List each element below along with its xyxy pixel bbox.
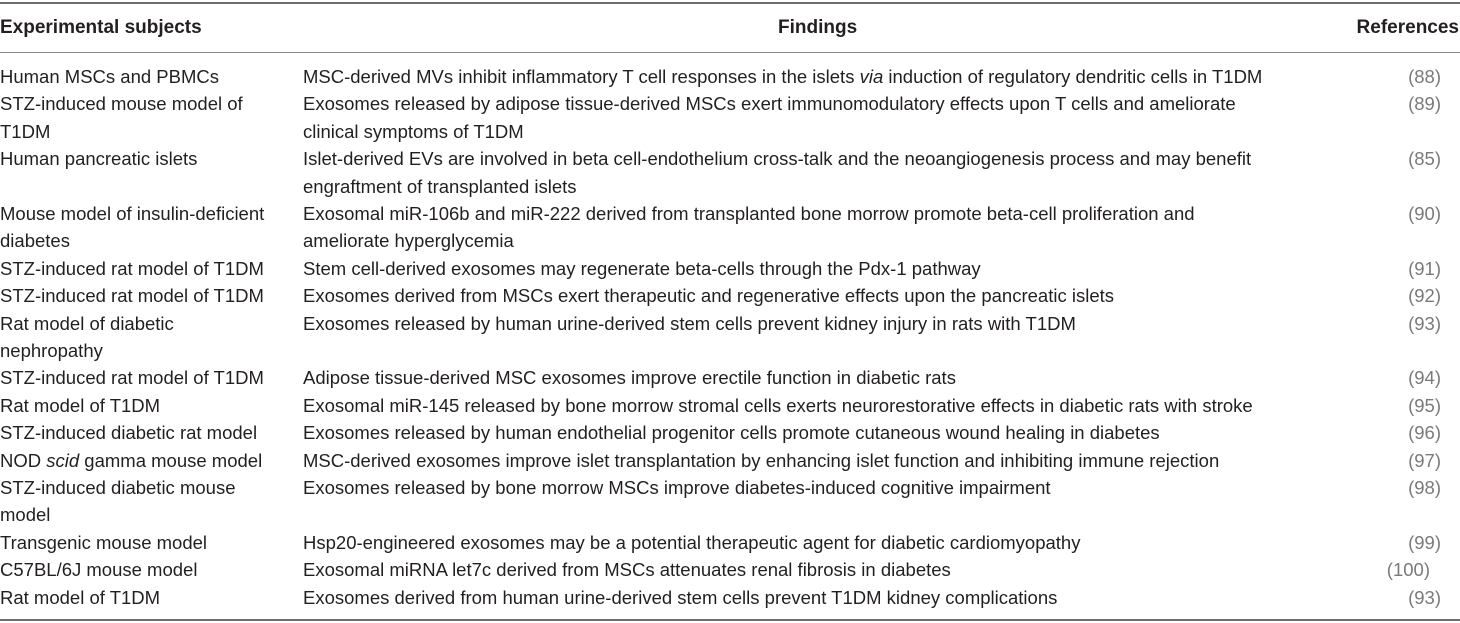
- reference-link[interactable]: (94): [1408, 367, 1441, 389]
- finding-text: Exosomal miR-145 released by bone morrow stromal cells exerts neurorestorative effects in diabetic rats with stroke: [303, 394, 1253, 416]
- finding-text-cont: ameliorate hyperglycemia: [303, 230, 514, 252]
- subject-text: STZ-induced mouse model of: [0, 93, 243, 115]
- finding-text: Exosomes released by human endothelial progenitor cells promote cutaneous wound healing in diabetes: [303, 422, 1160, 444]
- subject-cell: [0, 556, 292, 583]
- subject-text: Mouse model of insulin-deficient: [0, 202, 265, 224]
- finding-text: Exosomal miR-106b and miR-222 derived from transplanted bone morrow promote beta-cell proliferation and: [303, 202, 1195, 224]
- finding-text: MSC-derived MVs inhibit inflammatory T cell responses in the islets: [303, 66, 860, 87]
- finding-cell: [303, 282, 1323, 309]
- reference-link[interactable]: (92): [1408, 285, 1441, 307]
- header-references: References: [1356, 17, 1459, 38]
- table-row: [0, 419, 1460, 446]
- reference-link[interactable]: (88): [1408, 66, 1441, 87]
- reference-link[interactable]: (90): [1408, 202, 1441, 224]
- subject-text: C57BL/6J mouse model: [0, 559, 198, 581]
- subject-cell: [0, 145, 292, 172]
- subject-text: STZ-induced rat model of T1DM: [0, 285, 264, 307]
- finding-text: Exosomes derived from MSCs exert therapeutic and regenerative effects upon the pancreatic islets: [303, 285, 1114, 307]
- reference-cell: [1360, 145, 1460, 172]
- reference-cell: [1360, 364, 1460, 391]
- table-row: [0, 145, 1460, 200]
- reference-link[interactable]: (93): [1408, 312, 1441, 334]
- subject-text-cont: T1DM: [0, 120, 51, 142]
- subject-cell: [0, 392, 292, 419]
- reference-cell: [1360, 474, 1460, 501]
- subject-cell: [0, 529, 292, 556]
- reference-cell: [1360, 529, 1460, 556]
- subject-cell: [0, 584, 292, 611]
- reference-cell: [1360, 584, 1460, 611]
- subject-text: STZ-induced rat model of T1DM: [0, 257, 264, 279]
- reference-cell: [1360, 90, 1460, 117]
- finding-text: Exosomes released by human urine-derived stem cells prevent kidney injury in rats with T1DM: [303, 312, 1076, 334]
- table-row: [0, 200, 1460, 255]
- reference-link[interactable]: (93): [1408, 586, 1441, 608]
- finding-text: Stem cell-derived exosomes may regenerate beta-cells through the Pdx-1 pathway: [303, 257, 981, 279]
- subject-cell: [0, 447, 292, 474]
- header-experimental-subjects: Experimental subjects: [0, 17, 202, 38]
- reference-cell: [1360, 556, 1460, 583]
- finding-cell: [303, 556, 1323, 583]
- subject-cell: [0, 474, 292, 529]
- subject-italic-text: scid: [46, 449, 80, 471]
- subject-cell: [0, 63, 292, 90]
- finding-text: Exosomes released by bone morrow MSCs improve diabetes-induced cognitive impairment: [303, 476, 1051, 498]
- finding-cell: [303, 419, 1323, 446]
- finding-cell: [303, 310, 1323, 337]
- finding-italic-text: via: [859, 66, 884, 87]
- finding-cell: [303, 90, 1323, 145]
- reference-link[interactable]: (100): [1386, 559, 1430, 581]
- subject-cell: [0, 90, 292, 145]
- finding-cell: [303, 200, 1323, 255]
- subject-text: Rat model of T1DM: [0, 586, 161, 608]
- reference-cell: [1360, 282, 1460, 309]
- reference-link[interactable]: (99): [1408, 531, 1441, 553]
- subject-text-cont: model: [0, 504, 51, 526]
- finding-text: Adipose tissue-derived MSC exosomes improve erectile function in diabetic rats: [303, 367, 956, 389]
- reference-cell: [1360, 255, 1460, 282]
- subject-text: Human MSCs and PBMCs: [0, 66, 219, 87]
- subject-cell: [0, 364, 292, 391]
- reference-cell: [1360, 447, 1460, 474]
- reference-link[interactable]: (98): [1408, 476, 1441, 498]
- subject-text: NOD: [0, 449, 47, 471]
- reference-link[interactable]: (96): [1408, 422, 1441, 444]
- table-header: [0, 4, 1460, 52]
- reference-link[interactable]: (97): [1408, 449, 1441, 471]
- table-bottom-rule: [0, 619, 1460, 621]
- subject-text-cont: diabetes: [0, 230, 70, 252]
- finding-cell: [303, 447, 1323, 474]
- reference-cell: [1360, 63, 1460, 90]
- header-divider-rule: [0, 52, 1460, 53]
- finding-cell: [303, 255, 1323, 282]
- finding-text-cont: induction of regulatory dendritic cells in T1DM: [883, 66, 1263, 87]
- header-findings: Findings: [778, 17, 858, 38]
- subject-text: Human pancreatic islets: [0, 148, 198, 170]
- reference-cell: [1360, 419, 1460, 446]
- subject-cell: [0, 200, 292, 255]
- reference-link[interactable]: (85): [1408, 148, 1441, 170]
- finding-cell: [303, 474, 1323, 501]
- finding-text-cont: engraftment of transplanted islets: [303, 175, 577, 197]
- finding-cell: [303, 145, 1323, 200]
- reference-cell: [1360, 310, 1460, 337]
- finding-text: Islet-derived EVs are involved in beta cell-endothelium cross-talk and the neoangiogenesis process and may benefit: [303, 148, 1252, 170]
- subject-cell: [0, 419, 292, 446]
- table-row: [0, 282, 1460, 309]
- table-row: [0, 474, 1460, 529]
- subject-cell: [0, 282, 292, 309]
- subject-text: STZ-induced diabetic rat model: [0, 422, 258, 444]
- table-row: [0, 447, 1460, 474]
- finding-text: Exosomal miRNA let7c derived from MSCs attenuates renal fibrosis in diabetes: [303, 559, 951, 581]
- finding-text: Exosomes derived from human urine-derived stem cells prevent T1DM kidney complications: [303, 586, 1058, 608]
- subject-cell: [0, 255, 292, 282]
- subject-text: STZ-induced diabetic mouse: [0, 476, 236, 498]
- subject-cell: [0, 310, 292, 365]
- finding-text-cont: clinical symptoms of T1DM: [303, 120, 524, 142]
- table-row: [0, 392, 1460, 419]
- finding-text: MSC-derived exosomes improve islet transplantation by enhancing islet function and inhibiting immune rejection: [303, 449, 1220, 471]
- subject-text-cont: gamma mouse model: [79, 449, 263, 471]
- reference-link[interactable]: (89): [1408, 93, 1441, 115]
- table-row: [0, 584, 1460, 611]
- table-row: [0, 556, 1460, 583]
- finding-cell: [303, 63, 1323, 90]
- table-body: [0, 63, 1460, 611]
- reference-link[interactable]: (95): [1408, 394, 1441, 416]
- finding-cell: [303, 392, 1323, 419]
- table-row: [0, 310, 1460, 365]
- table-row: [0, 255, 1460, 282]
- reference-cell: [1360, 200, 1460, 227]
- finding-cell: [303, 364, 1323, 391]
- subject-text: Transgenic mouse model: [0, 531, 208, 553]
- subject-text: STZ-induced rat model of T1DM: [0, 367, 264, 389]
- table-row: [0, 90, 1460, 145]
- table-row: [0, 529, 1460, 556]
- subject-text: Rat model of T1DM: [0, 394, 161, 416]
- finding-cell: [303, 584, 1323, 611]
- finding-cell: [303, 529, 1323, 556]
- table-row: [0, 63, 1460, 90]
- table-row: [0, 364, 1460, 391]
- reference-link[interactable]: (91): [1408, 257, 1441, 279]
- subject-text-cont: nephropathy: [0, 339, 103, 361]
- subject-text: Rat model of diabetic: [0, 312, 174, 334]
- finding-text: Hsp20-engineered exosomes may be a potential therapeutic agent for diabetic cardiomyopathy: [303, 531, 1081, 553]
- reference-cell: [1360, 392, 1460, 419]
- finding-text: Exosomes released by adipose tissue-derived MSCs exert immunomodulatory effects upon T cells and ameliorate: [303, 93, 1236, 115]
